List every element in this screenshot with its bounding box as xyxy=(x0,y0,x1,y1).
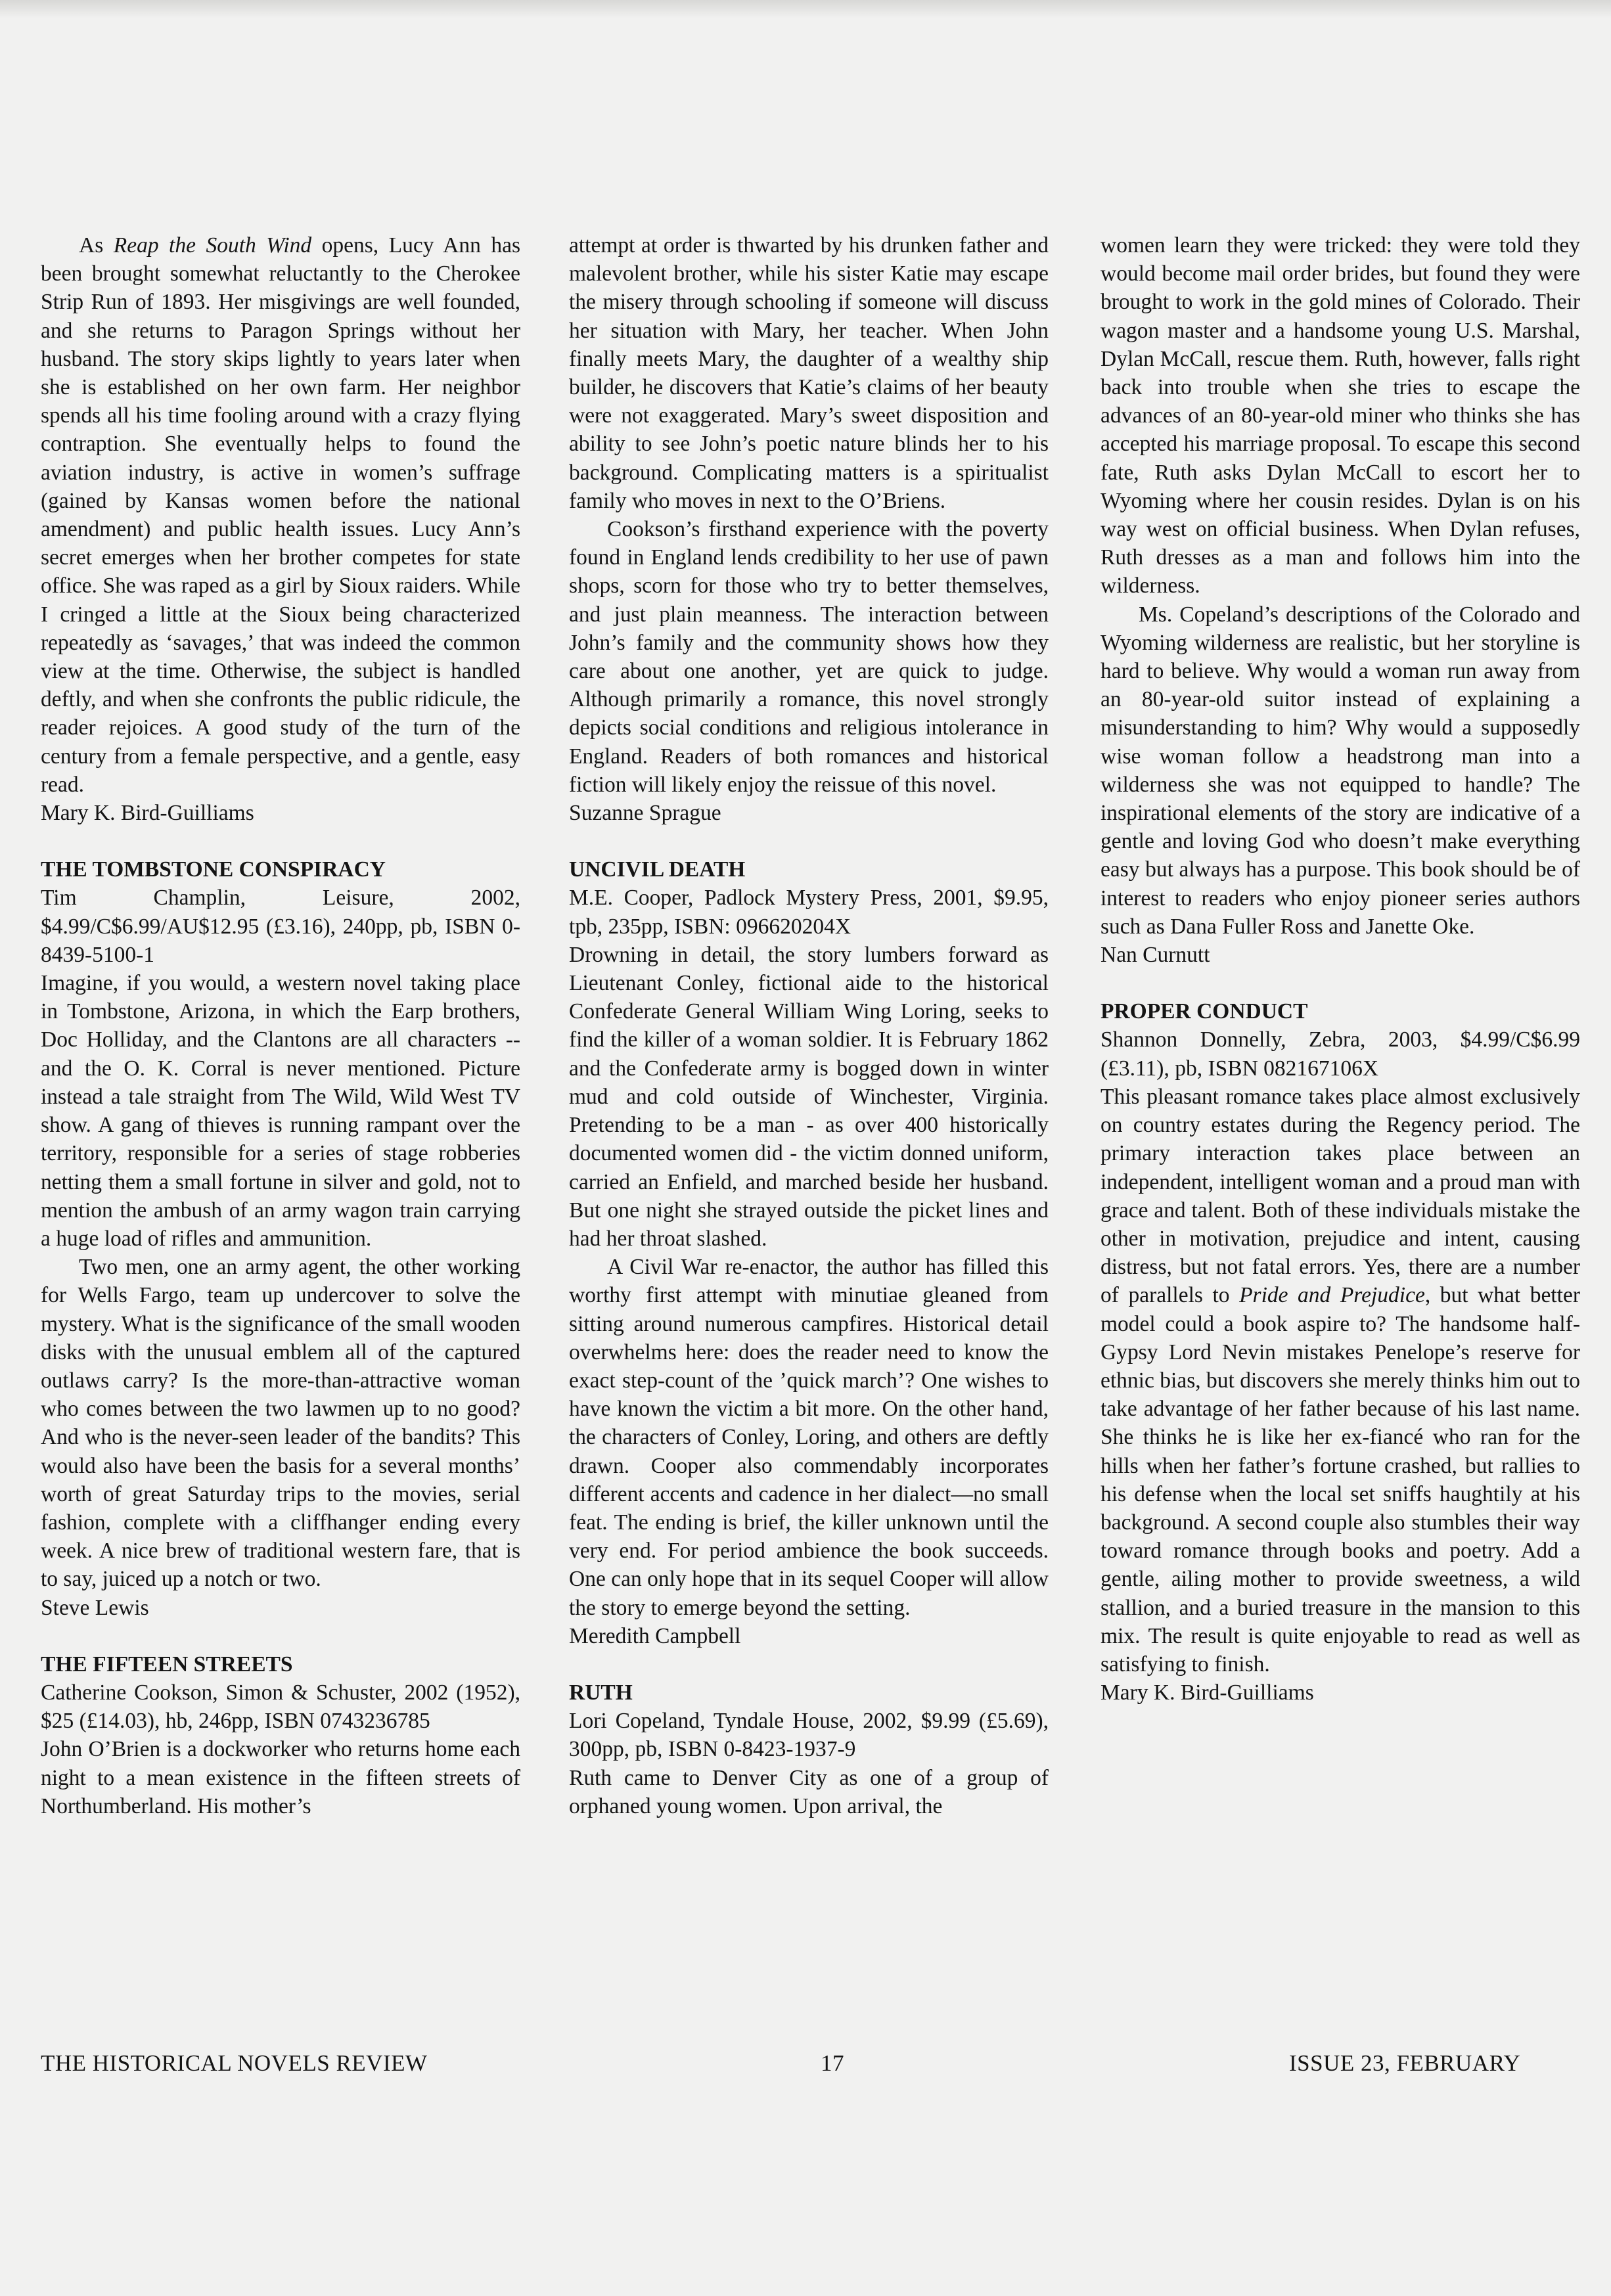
review-title: UNCIVIL DEATH xyxy=(569,857,746,882)
review-body: Ruth came to Denver City as one of a group of orphaned young women. Upon arrival, the xyxy=(569,1765,1049,1818)
review-body: attempt at order is thwarted by his drunken father and malevolent brother, while his sister Katie may escape the misery through schooling if someone will discuss her situation with Mary, her teacher. When John finally meets Mary, the daughter of a wealthy ship builder, he discovers that Katie’s claims of her beauty were not exaggerated. Mary’s sweet disposition and ability to see John’s poetic nature blinds her to his background. Complicating matters is a spiritualist family who moves in next to the O’Briens. xyxy=(569,233,1049,513)
review-title: RUTH xyxy=(569,1680,633,1705)
reviewer-name: Mary K. Bird-Guilliams xyxy=(1100,1680,1314,1705)
review-body: Imagine, if you would, a western novel taking place in Tombstone, Arizona, in which the Earp brothers, Doc Holliday, and the Clantons are all characters -- and the O. K. Corral is never mentioned. Picture instead a tale straight from The Wild, Wild West TV show. A gang of thieves is running rampant over the territory, responsible for a series of stage robberies netting them a small fortune in silver and gold, not to mention the ambush of an army wagon train carrying a huge load of rifles and ammunition. xyxy=(41,971,520,1251)
review-title: THE TOMBSTONE CONSPIRACY xyxy=(41,857,386,882)
review-title: THE FIFTEEN STREETS xyxy=(41,1652,293,1677)
review-body: Ms. Copeland’s descriptions of the Colorado and Wyoming wilderness are realistic, but her storyline is hard to believe. Why would a woman run away from an 80-year-old suitor instead of explaining a misunderstanding to him? Why would a supposedly wise woman follow a headstrong man into a wilderness she was not equipped to handle? The inspirational elements of the story are indicative of a gentle and loving God who doesn’t make everything easy but always has a purpose. This book should be of interest to readers who enjoy pioneer series authors such as Dana Fuller Ross and Janette Oke. xyxy=(1100,602,1580,939)
review-text: opens, Lucy Ann has been brought somewhat reluctantly to the Cherokee Strip Run of 1893. Her misgivings are well founded, and she returns to Paragon Springs without her husband. The story skips lightly to years later when she is established on her own farm. Her neighbor spends all his time fooling around with a crazy flying contraption. She eventually helps to found the aviation industry, is active in women’s suffrage (gained by Kansas women before the national amendment) and public health issues. Lucy Ann’s secret emerges when her brother competes for state office. She was raped as a girl by Sioux raiders. While I cringed a little at the Sioux being characterized repeatedly as ‘savages,’ that was indeed the common view at the time. Otherwise, the subject is handled deftly, and when she confronts the public ridicule, the reader rejoices. A good study of the turn of the century from a female perspective, and a gentle, easy read. xyxy=(41,233,520,797)
book-details: Lori Copeland, Tyndale House, 2002, $9.99 (£5.69), 300pp, pb, ISBN 0-8423-1937-9 xyxy=(569,1709,1049,1762)
review-text: As xyxy=(79,233,114,258)
book-details: M.E. Cooper, Padlock Mystery Press, 2001, $9.95, tpb, 235pp, ISBN: 096620204X xyxy=(569,886,1049,939)
column-middle xyxy=(569,231,1049,1820)
reviewer-name: Nan Curnutt xyxy=(1100,943,1210,968)
review-text: This pleasant romance takes place almost exclusively on country estates during the Regency period. The primary interaction takes place between an independent, intelligent woman and a proud man with grace and talent. Both of these individuals mistake the other in motivation, prejudice and intent, causing distress, but not fatal errors. Yes, there are a number of parallels to xyxy=(1100,1084,1580,1308)
page-number: 17 xyxy=(821,2050,844,2076)
footer-issue: ISSUE 23, FEBRUARY xyxy=(1289,2050,1521,2076)
reviewer-name: Meredith Campbell xyxy=(569,1623,741,1648)
review-body: Two men, one an army agent, the other working for Wells Fargo, team up undercover to solve the mystery. What is the significance of the small wooden disks with the unusual emblem all of the captured outlaws carry? Is the more-than-attractive woman who comes between the two lawmen up to no good? And who is the never-seen leader of the bandits? This would also have been the basis for a several months’ worth of great Saturday trips to the movies, serial fashion, complete with a cliffhanger ending every week. A nice brew of traditional western fare, that is to say, juiced up a notch or two. xyxy=(41,1255,520,1592)
review-body xyxy=(1100,1083,1580,1678)
book-details: Catherine Cookson, Simon & Schuster, 2002 (1952), $25 (£14.03), hb, 246pp, ISBN 0743236785 xyxy=(41,1680,520,1734)
review-body: A Civil War re-enactor, the author has filled this worthy first attempt with minutiae gleaned from sitting around numerous campfires. Historical detail overwhelms here: does the reader need to know the exact step-count of the ’quick march’? One wishes to have known the victim a bit more. On the other hand, the characters of Conley, Loring, and others are deftly drawn. Cooper also commendably incorporates different accents and cadence in her dialect—no small feat. The ending is brief, the killer unknown until the very end. For period ambience the book succeeds. One can only hope that in its sequel Cooper will allow the story to emerge beyond the setting. xyxy=(569,1255,1049,1620)
review-body xyxy=(41,231,520,799)
book-details: Tim Champlin, Leisure, 2002, $4.99/C$6.99/AU$12.95 (£3.16), 240pp, pb, ISBN 0-8439-5100-1 xyxy=(41,886,520,967)
scan-top-edge xyxy=(0,0,1611,18)
book-title-italic: Reap the South Wind xyxy=(113,233,312,258)
reviewer-name: Mary K. Bird-Guilliams xyxy=(41,801,254,826)
review-body: John O’Brien is a dockworker who returns home each night to a mean existence in the fifteen streets of Northumberland. His mother’s xyxy=(41,1737,520,1818)
review-body: women learn they were tricked: they were told they would become mail order brides, but found they were brought to work in the gold mines of Colorado. Their wagon master and a handsome young U.S. Marshal, Dylan McCall, rescue them. Ruth, however, falls right back into trouble when she tries to escape the advances of an 80-year-old miner who thinks she has accepted his marriage proposal. To escape this second fate, Ruth asks Dylan McCall to escort her to Wyoming where her cousin resides. Dylan is on his way west on official business. When Dylan refuses, Ruth dresses as a man and follows him into the wilderness. xyxy=(1100,233,1580,598)
book-details: Shannon Donnelly, Zebra, 2003, $4.99/C$6.99 (£3.11), pb, ISBN 082167106X xyxy=(1100,1027,1580,1081)
column-left xyxy=(41,231,520,1820)
book-title-italic: Pride and Prejudice xyxy=(1239,1283,1425,1308)
review-body: Cookson’s firsthand experience with the poverty found in England lends credibility to her use of pawn shops, scorn for those who try to better themselves, and just plain meanness. The interaction between John’s family and the community shows how they care about one another, yet are quick to judge. Although primarily a romance, this novel strongly depicts social conditions and religious intolerance in England. Readers of both romances and historical fiction will likely enjoy the reissue of this novel. xyxy=(569,517,1049,797)
reviewer-name: Suzanne Sprague xyxy=(569,801,721,826)
review-body: Drowning in detail, the story lumbers forward as Lieutenant Conley, fictional aide to the historical Confederate General William Wing Loring, seeks to find the killer of a woman soldier. It is February 1862 and the Confederate army is bogged down in winter mud and cold outside of Winchester, Virginia. Pretending to be a man - as over 400 historically documented women did - the victim donned uniform, carried an Enfield, and marched beside her husband. But one night she strayed outside the picket lines and had her throat slashed. xyxy=(569,942,1049,1251)
footer-publication-title: THE HISTORICAL NOVELS REVIEW xyxy=(41,2050,428,2076)
review-text: , but what better model could a book aspire to? The handsome half-Gypsy Lord Nevin mistakes Penelope’s reserve for ethnic bias, but discovers she merely thinks him out to take advantage of her father because of his last name. She thinks he is like her ex-fiancé who ran for the hills when her father’s fortune crashed, but rallies to his defense when the local set sniffs haughtily at his background. A second couple also stumbles their way toward romance through books and poetry. Add a gentle, ailing mother to provide sweetness, a wild stallion, and a buried treasure in the mansion to this mix. The result is quite enjoyable to read as well as satisfying to finish. xyxy=(1100,1283,1581,1677)
review-title: PROPER CONDUCT xyxy=(1100,999,1308,1024)
column-right xyxy=(1100,231,1580,1707)
reviewer-name: Steve Lewis xyxy=(41,1595,149,1620)
